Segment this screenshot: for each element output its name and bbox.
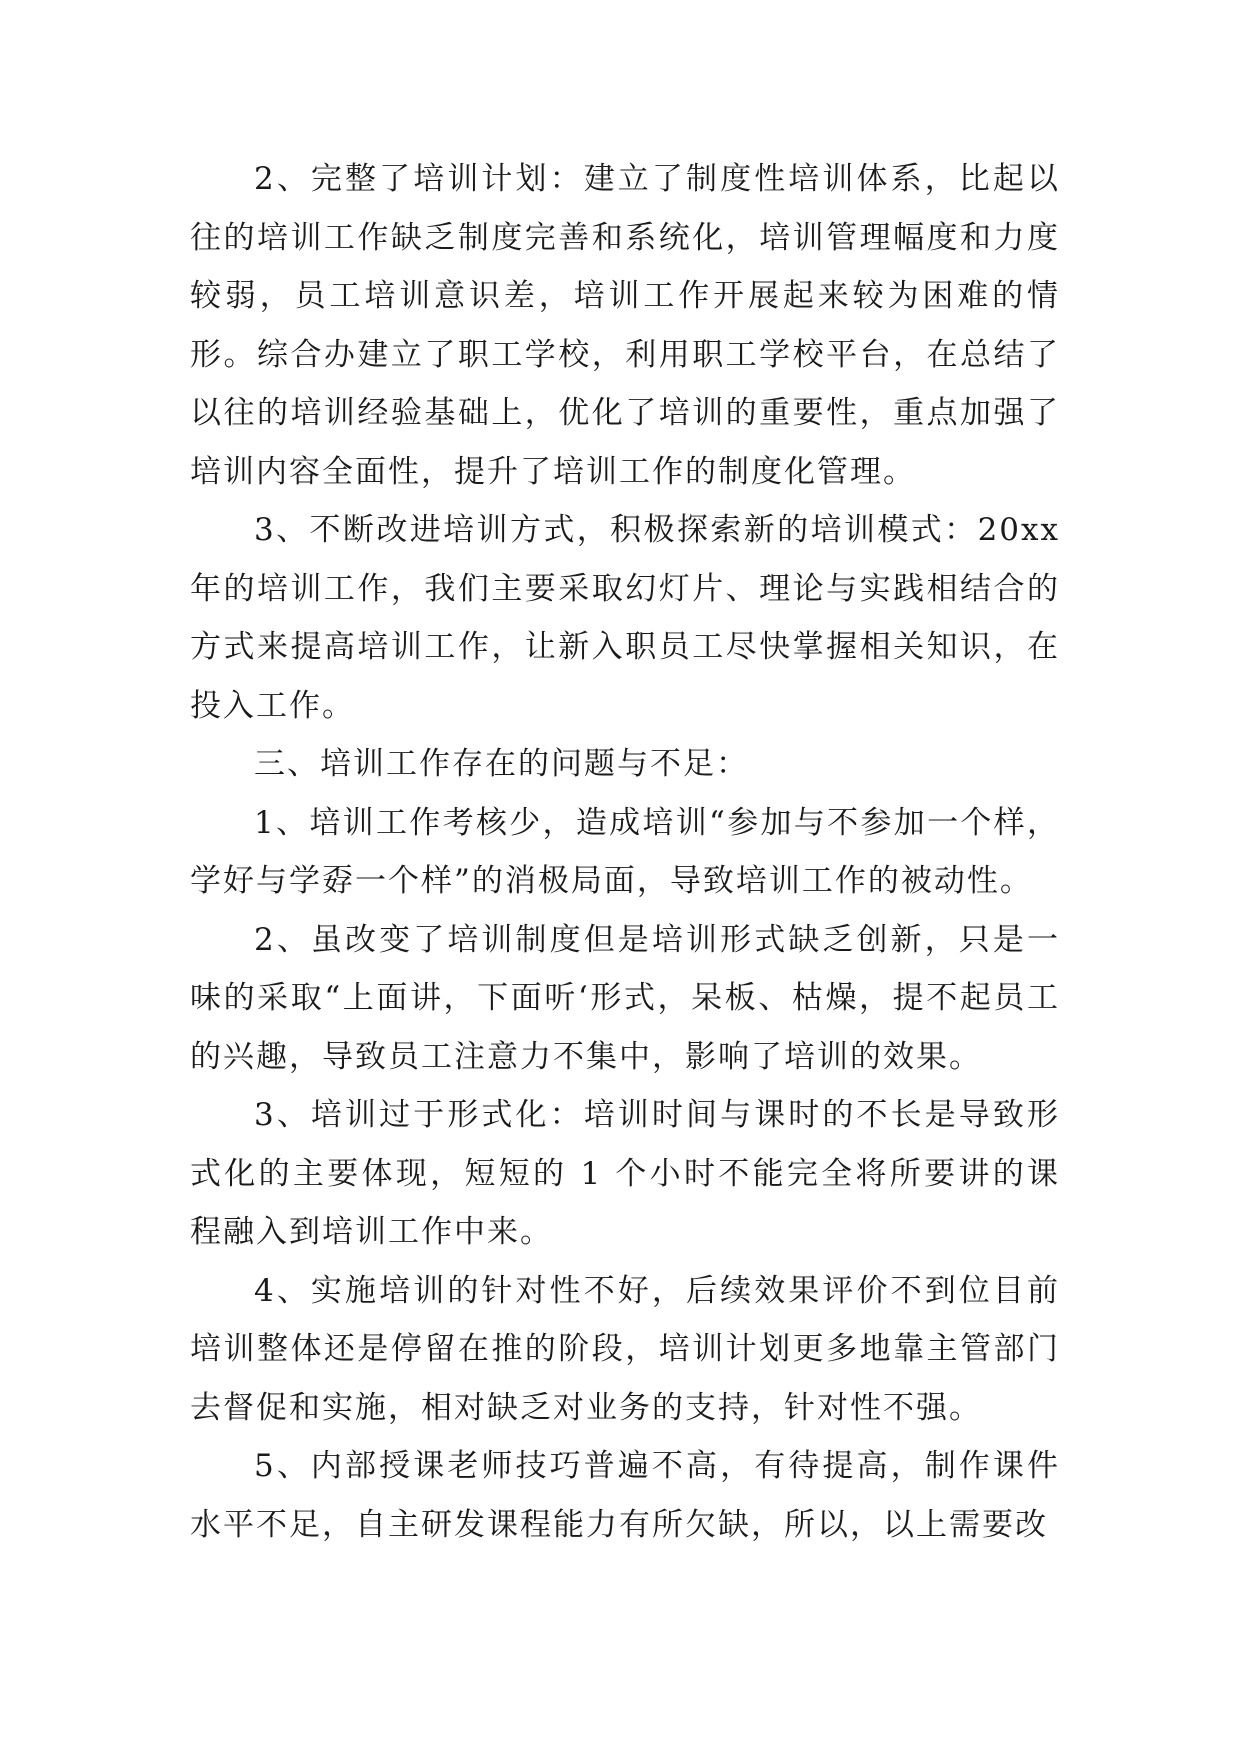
paragraph-training-method: 3、不断改进培训方式，积极探索新的培训模式：20xx年的培训工作，我们主要采取幻灯片、理论与实践相结合的方式来提高培训工作，让新入职员工尽快掌握相关知识，在投入工作。 bbox=[190, 512, 1060, 724]
paragraph-problem-4: 4、实施培训的针对性不好，后续效果评价不到位目前培训整体还是停留在推的阶段，培训计划更多地靠主管部门去督促和实施，相对缺乏对业务的支持，针对性不强。 bbox=[190, 1272, 1060, 1426]
document-body bbox=[190, 150, 1060, 1554]
paragraph-problem-1: 1、培训工作考核少，造成培训“参加与不参加一个样，学好与学孬一个样”的消极局面，导致培训工作的被动性。 bbox=[190, 804, 1060, 899]
paragraph-problem-2: 2、虽改变了培训制度但是培训形式缺乏创新，只是一味的采取“上面讲，下面听‘形式，呆板、枯燥，提不起员工的兴趣，导致员工注意力不集中，影响了培训的效果。 bbox=[190, 921, 1060, 1075]
section-heading-problems: 三、培训工作存在的问题与不足： bbox=[254, 746, 749, 782]
paragraph-training-plan: 2、完整了培训计划：建立了制度性培训体系，比起以往的培训工作缺乏制度完善和系统化，培训管理幅度和力度较弱，员工培训意识差，培训工作开展起来较为困难的情形。综合办建立了职工学校，利用职工学校平台，在总结了以往的培训经验基础上，优化了培训的重要性，重点加强了培训内容全面性，提升了培训工作的制度化管理。 bbox=[190, 161, 1060, 490]
paragraph-problem-3: 3、培训过于形式化：培训时间与课时的不长是导致形式化的主要体现，短短的 1 个小时不能完全将所要讲的课程融入到培训工作中来。 bbox=[190, 1097, 1060, 1250]
paragraph-problem-5: 5、内部授课老师技巧普遍不高，有待提高，制作课件水平不足，自主研发课程能力有所欠缺，所以，以上需要改 bbox=[190, 1448, 1060, 1543]
